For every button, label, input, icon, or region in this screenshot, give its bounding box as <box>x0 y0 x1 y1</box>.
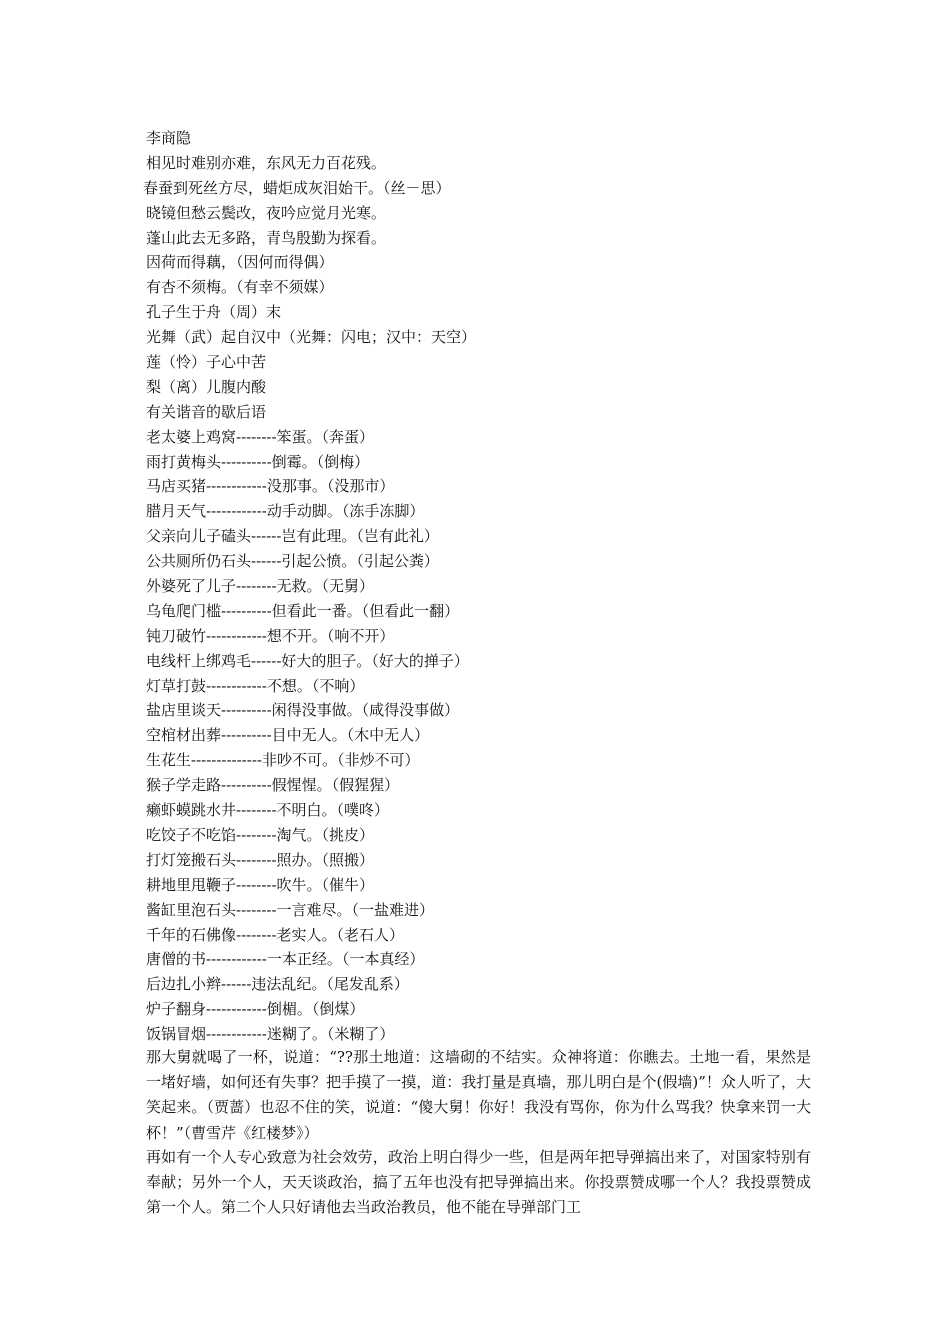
text-line: 相见时难别亦难，东风无力百花残。 <box>146 153 387 172</box>
text-line: 猴子学走路----------假惺惺。（假猩猩） <box>146 776 400 795</box>
paragraph-missile: 再如有一个人专心致意为社会效劳，政治上明白得少一些，但是两年把导弹搞出来了，对国家特别有奉献；另外一个人，天天谈政治，搞了五年也没有把导弹搞出来。你投票赞成哪一个人？我投票赞成第一个人。第二个人只好请他去当政治教员，他不能在导弹部门工 <box>146 1148 811 1217</box>
text-line: 饭锅冒烟------------迷糊了。（米糊了） <box>146 1025 395 1044</box>
text-line: 盐店里谈天----------闲得没事做。（咸得没事做） <box>146 701 460 720</box>
text-line: 腊月天气------------动手动脚。（冻手冻脚） <box>146 502 425 521</box>
text-line: 有关谐音的歇后语 <box>146 402 267 421</box>
text-line: 钝刀破竹------------想不开。（响不开） <box>146 626 395 645</box>
text-line: 父亲向儿子磕头------岂有此理。（岂有此礼） <box>146 527 439 546</box>
text-line: 唐僧的书------------一本正经。（一本真经） <box>146 950 425 969</box>
text-line: 蓬山此去无多路，青鸟殷勤为探看。 <box>146 228 387 247</box>
text-line: 炉子翻身------------倒楣。（倒煤） <box>146 1000 365 1019</box>
text-line: 电线杆上绑鸡毛------好大的胆子。（好大的掸子） <box>146 651 469 670</box>
text-line: 雨打黄梅头----------倒霉。（倒梅） <box>146 452 370 471</box>
text-line: 春蚕到死丝方尽，蜡炬成灰泪始干。（丝－思） <box>143 178 451 197</box>
text-line: 酱缸里泡石头--------一言难尽。（一盐难进） <box>146 900 435 919</box>
text-line: 打灯笼搬石头--------照办。（照搬） <box>146 850 375 869</box>
text-line: 癞虾蟆跳水井--------不明白。（噗咚） <box>146 801 390 820</box>
text-line: 莲（怜）子心中苦 <box>146 353 267 372</box>
text-line: 乌龟爬门槛----------但看此一番。（但看此一翻） <box>146 601 460 620</box>
paragraph-honglou: 那大舅就喝了一杯，说道：“??那土地道：这墙砌的不结实。众神将道：你瞧去。土地一看，果然是一堵好墙，如何还有失事？把手摸了一摸，道：我打量是真墙，那儿明白是个(假墙)”！众人听了，大笑起来。（贾蔷）也忍不住的笑，说道：“傻大舅！你好！我没有骂你，你为什么骂我？快拿来罚一大杯！”（曹雪芹《红楼梦》） <box>146 1048 811 1142</box>
text-lines <box>143 126 846 1047</box>
text-line: 光舞（武）起自汉中（光舞：闪电；汉中：天空） <box>146 328 477 347</box>
text-line: 耕地里甩鞭子--------吹牛。（催牛） <box>146 875 375 894</box>
text-line: 灯草打鼓------------不想。（不响） <box>146 676 365 695</box>
text-line: 梨（离）儿腹内酸 <box>146 377 267 396</box>
text-line: 有杏不须梅。（有幸不须媒） <box>146 278 334 297</box>
text-line: 李商隐 <box>146 129 192 147</box>
text-line: 吃饺子不吃馅--------淘气。（挑皮） <box>146 825 375 844</box>
text-line: 因荷而得藕，（因何而得偶） <box>146 253 334 272</box>
text-line: 空棺材出葬----------目中无人。（木中无人） <box>146 726 430 745</box>
text-line: 老太婆上鸡窝--------笨蛋。（奔蛋） <box>146 427 375 446</box>
text-line: 晓镜但愁云鬓改，夜吟应觉月光寒。 <box>146 203 387 222</box>
text-line: 孔子生于舟（周）末 <box>146 303 282 322</box>
text-line: 后边扎小辫------违法乱纪。（尾发乱系） <box>146 975 409 994</box>
text-line: 生花生--------------非吵不可。（非炒不可） <box>146 751 420 770</box>
text-line: 外婆死了儿子--------无救。（无舅） <box>146 577 375 596</box>
text-line: 马店买猪------------没那事。（没那市） <box>146 477 395 496</box>
text-line: 公共厕所仍石头------引起公愤。（引起公粪） <box>146 552 439 571</box>
text-line: 千年的石佛像--------老实人。（老石人） <box>146 925 405 944</box>
